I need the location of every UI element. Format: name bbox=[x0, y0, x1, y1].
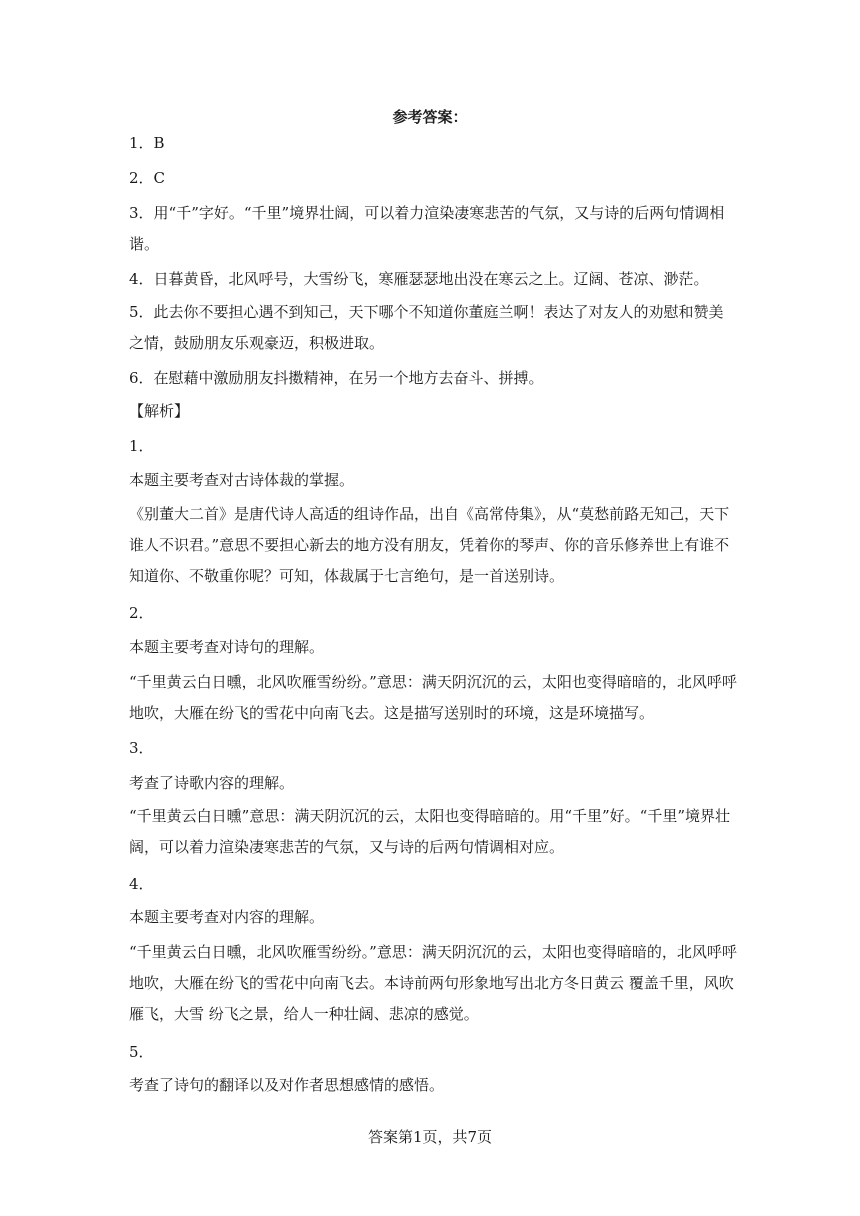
analysis-item: 4． bbox=[129, 875, 154, 893]
answer-6: 6．在慰藉中激励朋友抖擞精神，在另一个地方去奋斗、拼搏。 bbox=[129, 369, 544, 387]
page-title: 参考答案： bbox=[392, 108, 468, 126]
analysis-item: 考查了诗句的翻译以及对作者思想感情的感悟。 bbox=[129, 1076, 445, 1094]
answer-2: 2．C bbox=[129, 169, 166, 187]
analysis-item: 1． bbox=[129, 437, 154, 455]
answer-4: 4．日暮黄昏，北风呼号，大雪纷飞，寒雁瑟瑟地出没在寒云之上。辽阔、苍凉、渺茫。 bbox=[129, 270, 709, 288]
answer-5: 5．此去你不要担心遇不到知己，天下哪个不知道你董庭兰啊！表达了对友人的劝慰和赞美之情，鼓励朋友乐观豪迈，积极进取。 bbox=[129, 303, 724, 352]
analysis-item: “千里黄云白日曛”意思：满天阴沉沉的云，太阳也变得暗暗的。用“千里”好。“千里”境界壮阔，可以着力渲染凄寒悲苦的气氛，又与诗的后两句情调相对应。 bbox=[129, 807, 731, 856]
analysis-item: 5． bbox=[129, 1043, 154, 1061]
answer-3: 3．用“千”字好。“千里”境界壮阔，可以着力渲染凄寒悲苦的气氛，又与诗的后两句情调相谐。 bbox=[129, 204, 725, 253]
analysis-item: “千里黄云白日曛，北风吹雁雪纷纷。”意思：满天阴沉沉的云，太阳也变得暗暗的，北风呼呼地吹，大雁在纷飞的雪花中向南飞去。本诗前两句形象地写出北方冬日黄云 覆盖千里，风吹 雁飞，大雪 纷飞之景，给人一种壮阔、悲凉的感觉。 bbox=[129, 943, 737, 1023]
analysis-item: “千里黄云白日曛，北风吹雁雪纷纷。”意思：满天阴沉沉的云，太阳也变得暗暗的，北风呼呼地吹，大雁在纷飞的雪花中向南飞去。这是描写送别时的环境，这是环境描写。 bbox=[129, 673, 737, 722]
analysis-item: 本题主要考查对古诗体裁的掌握。 bbox=[129, 471, 355, 489]
answer-1: 1．B bbox=[129, 134, 165, 152]
analysis-item: 本题主要考查对诗句的理解。 bbox=[129, 638, 325, 656]
analysis-item: 3． bbox=[129, 739, 154, 757]
analysis-item: 《别董大二首》是唐代诗人高适的组诗作品，出自《高常侍集》，从“莫愁前路无知己，天下谁人不识君。”意思不要担心新去的地方没有朋友，凭着你的琴声、你的音乐修养世上有谁不知道你、不敬重你呢？可知，体裁属于七言绝句，是一首送别诗。 bbox=[129, 505, 730, 585]
analysis-item: 考查了诗歌内容的理解。 bbox=[129, 774, 295, 792]
page-footer: 答案第1页，共7页 bbox=[367, 1128, 493, 1146]
analysis-heading: 【解析】 bbox=[129, 402, 190, 420]
analysis-item: 2． bbox=[129, 604, 154, 622]
analysis-item: 本题主要考查对内容的理解。 bbox=[129, 908, 325, 926]
